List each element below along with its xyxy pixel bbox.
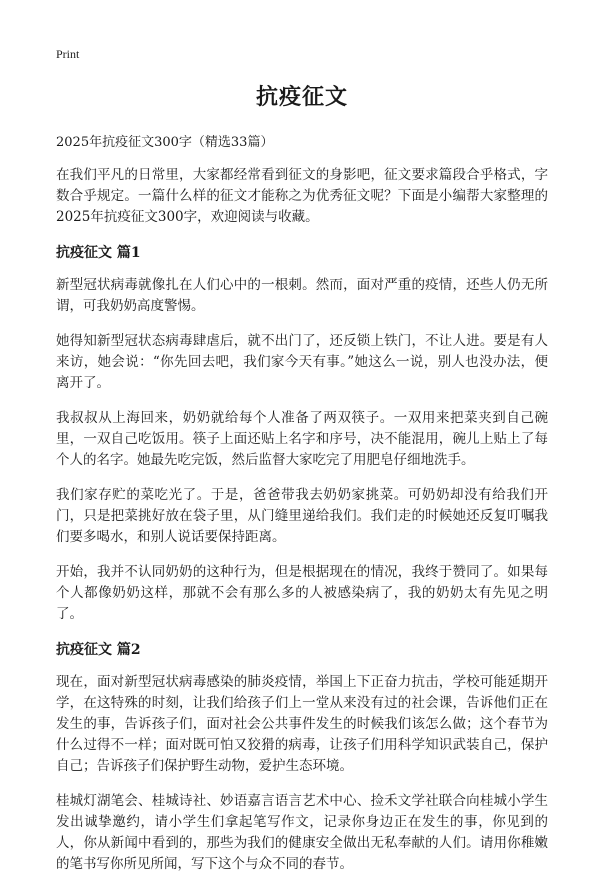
section-heading-2: 抗疫征文 篇2 xyxy=(56,642,141,658)
document-subtitle: 2025年抗疫征文300字（精选33篇） xyxy=(56,135,274,150)
paragraph: 我叔叔从上海回来，奶奶就给每个人准备了两双筷子。一双用来把菜夹到自己碗里，一双自己吃饭用。筷子上面还贴上名字和序号，决不能混用，碗儿上贴上了每个人的名字。她最先吃完饭，然后监督大家吃完了用肥皂仔细地洗手。 xyxy=(56,410,548,468)
intro-paragraph: 在我们平凡的日常里，大家都经常看到征文的身影吧，征文要求篇段合乎格式，字数合乎规定。一篇什么样的征文才能称之为优秀征文呢？下面是小编帮大家整理的2025年抗疫征文300字，欢迎阅读与收藏。 xyxy=(56,167,548,225)
paragraph: 桂城灯湖笔会、桂城诗社、妙语嘉言语言艺术中心、捡禾文学社联合向桂城小学生发出诚挚邀约，请小学生们拿起笔写作文，记录你身边正在发生的事，你见到的人，你从新闻中看到的，那些为我们的健康安全做出无私奉献的人们。请用你稚嫩的笔书写你所见所闻，写下这个与众不同的春节。 xyxy=(56,793,548,872)
print-link[interactable]: Print xyxy=(56,47,80,61)
page-title: 抗疫征文 xyxy=(255,84,348,110)
section-heading-1: 抗疫征文 篇1 xyxy=(56,245,141,261)
paragraph: 开始，我并不认同奶奶的这种行为，但是根据现在的情况，我终于赞同了。如果每个人都像奶奶这样，那就不会有那么多的人被感染病了，我的奶奶太有先见之明了。 xyxy=(56,564,548,622)
paragraph: 我们家存贮的菜吃光了。于是，爸爸带我去奶奶家挑菜。可奶奶却没有给我们开门，只是把菜挑好放在袋子里，从门缝里递给我们。我们走的时候她还反复叮嘱我们要多喝水，和别人说话要保持距离。 xyxy=(56,487,548,545)
document-body xyxy=(56,74,548,889)
paragraph: 新型冠状病毒就像扎在人们心中的一根刺。然而，面对严重的疫情，还些人仍无所谓，可我奶奶高度警惕。 xyxy=(56,277,548,314)
paragraph: 现在，面对新型冠状病毒感染的肺炎疫情，举国上下正奋力抗击，学校可能延期开学，在这特殊的时刻，让我们给孩子们上一堂从来没有过的社会课，告诉他们正在发生的事，告诉孩子们，面对社会公共事件发生的时候我们该怎么做；这个春节为什么过得不一样；面对既可怕又狡猾的病毒，让孩子们用科学知识武装自己，保护自己；告诉孩子们保护野生动物，爱护生态环境。 xyxy=(56,674,548,774)
paragraph: 她得知新型冠状态病毒肆虐后，就不出门了，还反锁上铁门，不让人进。要是有人来访，她会说：“你先回去吧，我们家今天有事。”她这么一说，别人也没办法，便离开了。 xyxy=(56,333,548,391)
